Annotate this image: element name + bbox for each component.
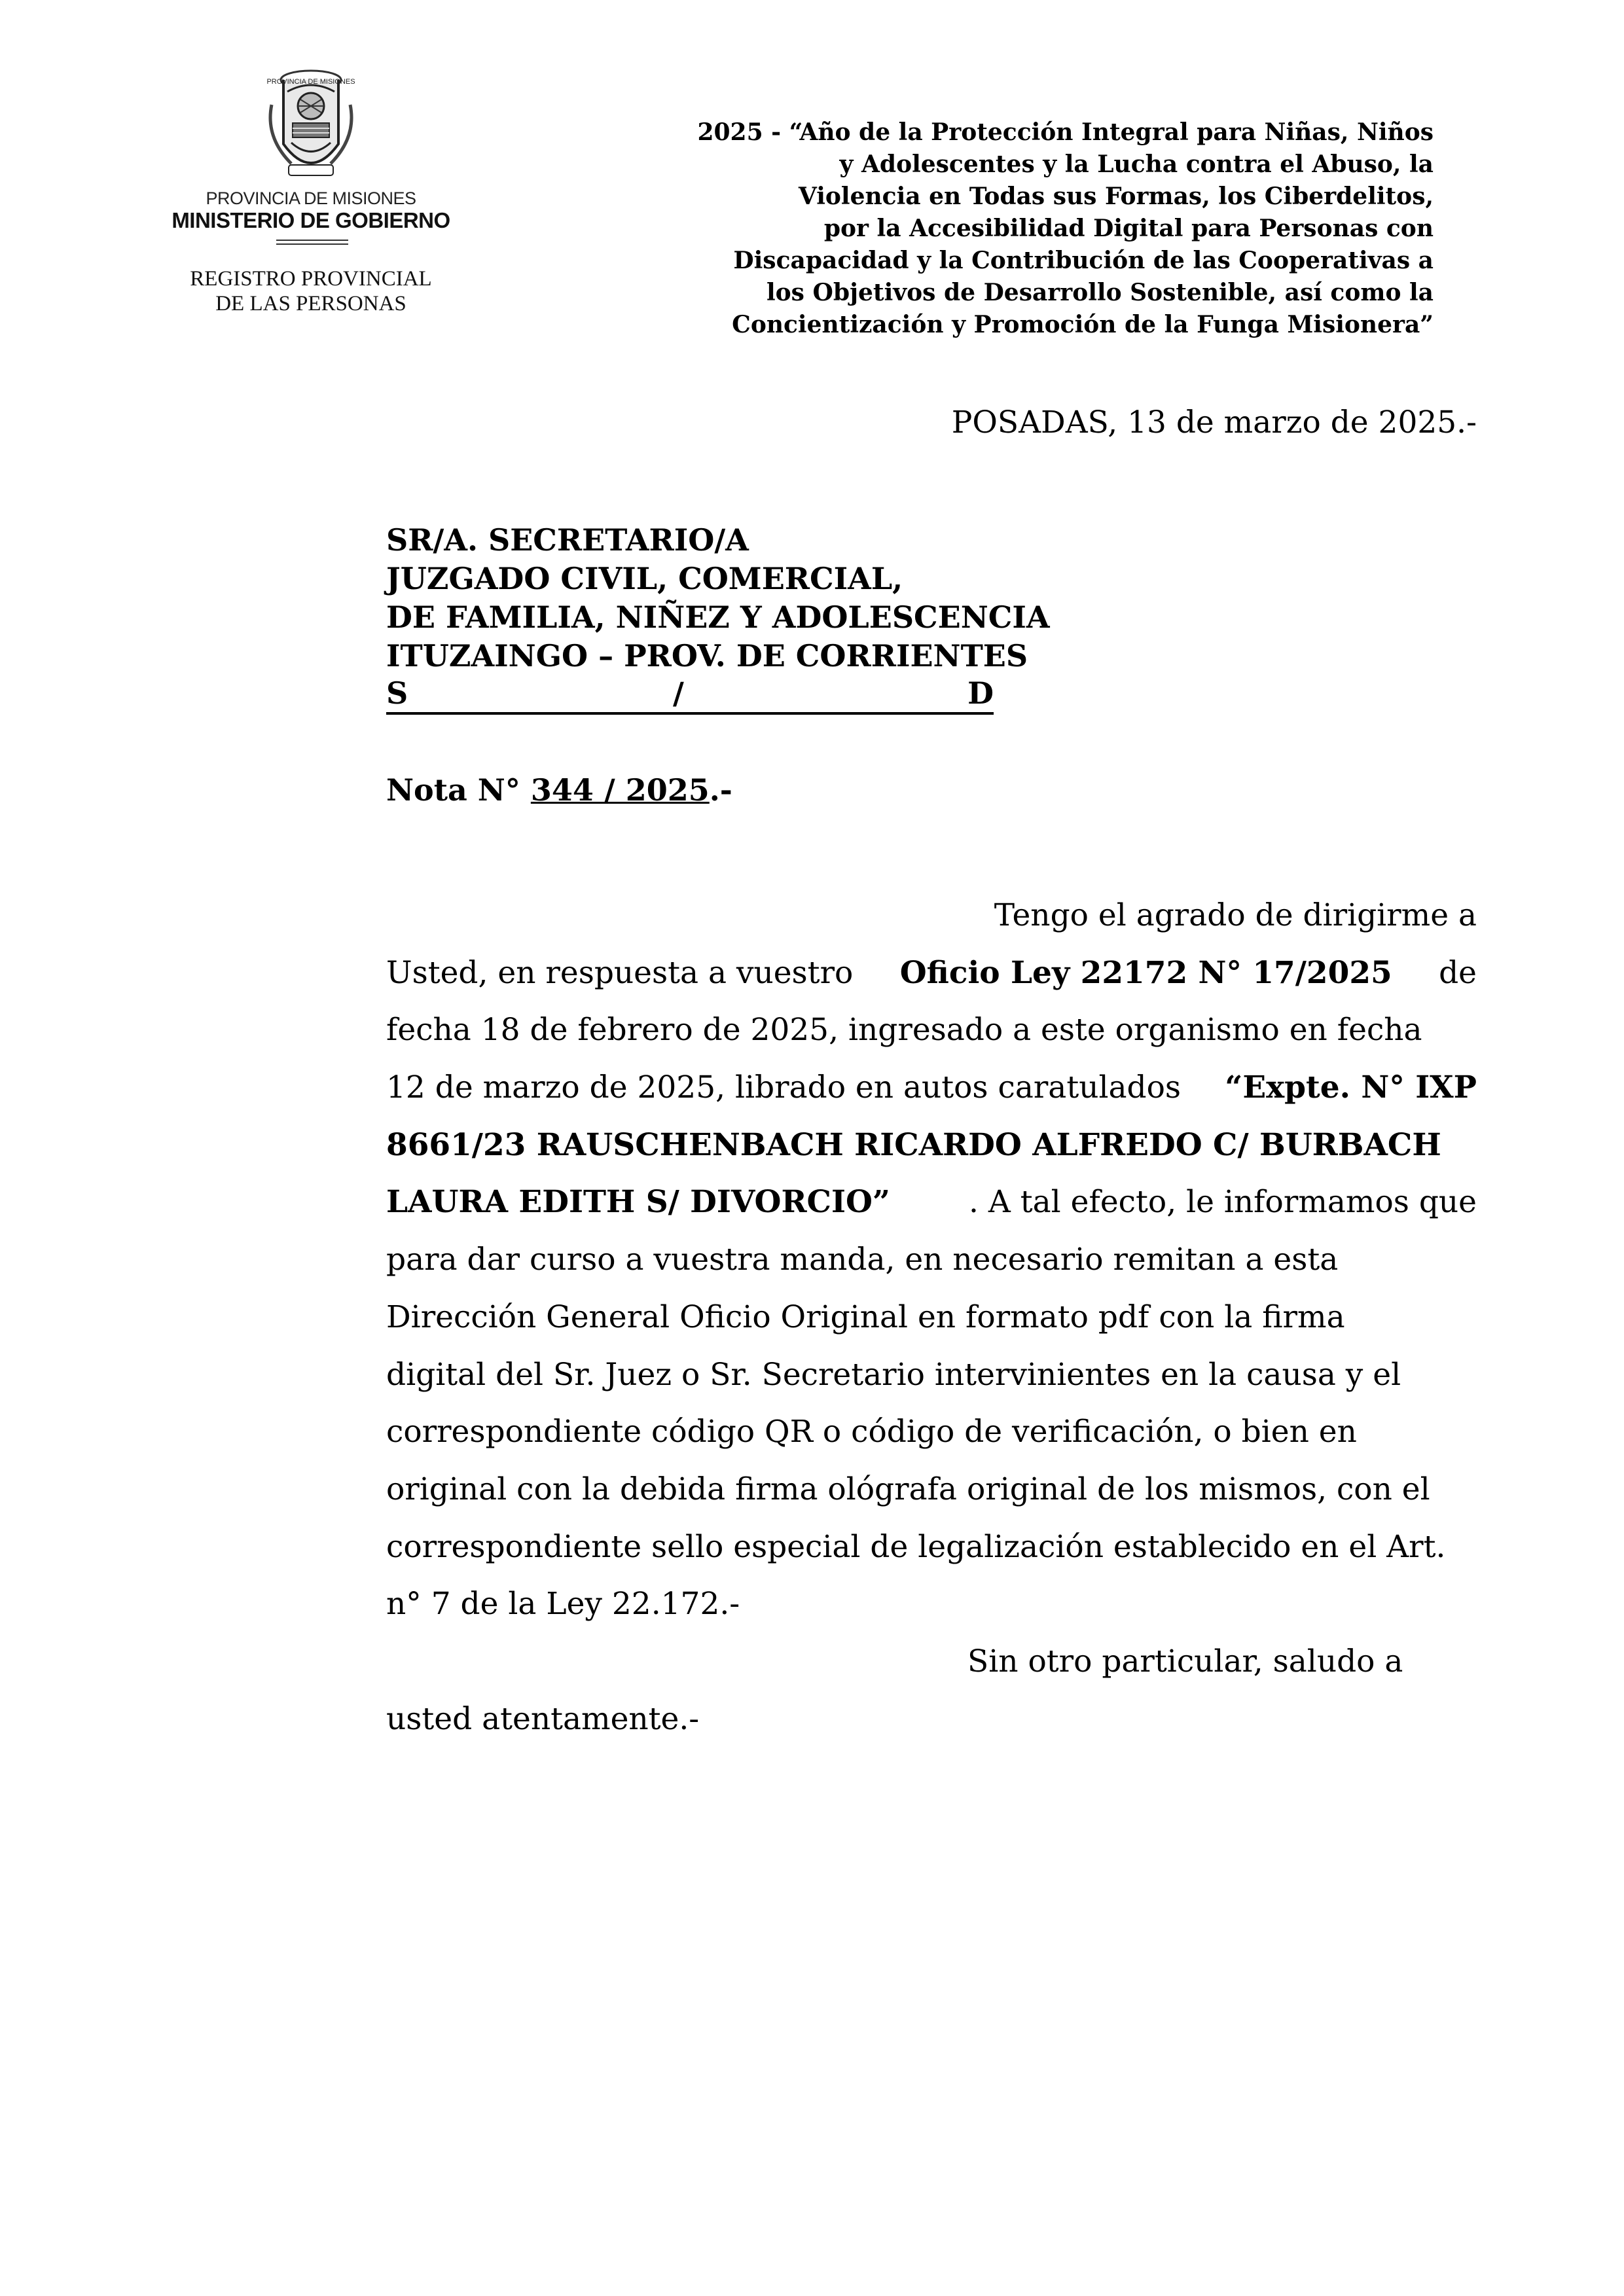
provincial-crest-logo bbox=[245, 65, 376, 183]
body-line bbox=[386, 1117, 1477, 1174]
body-text: correspondiente código QR o código de verificación, o bien en bbox=[386, 1414, 1357, 1450]
body-line bbox=[386, 887, 1477, 944]
body-line bbox=[386, 1346, 1477, 1404]
motto-line: los Objetivos de Desarrollo Sostenible, así como la bbox=[766, 279, 1434, 306]
addressee-block bbox=[386, 521, 1050, 675]
letter-date: POSADAS, 13 de marzo de 2025.- bbox=[951, 404, 1477, 440]
closing-line bbox=[386, 1633, 1477, 1691]
body-line bbox=[386, 1461, 1477, 1518]
case-title: “Expte. N° IXP bbox=[1225, 1069, 1477, 1106]
sd-s: S bbox=[386, 675, 408, 711]
body-text: . A tal efecto, le informamos que bbox=[969, 1184, 1477, 1221]
motto-line: 2025 - “Año de la Protección Integral para Niñas, Niños bbox=[697, 118, 1434, 146]
body-text: Usted, en respuesta a vuestro bbox=[386, 954, 854, 991]
note-suffix: .- bbox=[709, 772, 732, 808]
letter-body bbox=[386, 887, 1477, 1748]
addressee-line: ITUZAINGO – PROV. DE CORRIENTES bbox=[386, 638, 1028, 673]
body-line bbox=[386, 944, 1477, 1002]
body-text: Dirección General Oficio Original en formato pdf con la firma bbox=[386, 1299, 1345, 1335]
motto-line: por la Accesibilidad Digital para Personas con bbox=[823, 215, 1434, 242]
motto-line: Violencia en Todas sus Formas, los Ciberdelitos, bbox=[798, 183, 1434, 210]
closing-text: Sin otro particular, saludo a bbox=[967, 1643, 1403, 1679]
body-line bbox=[386, 1059, 1477, 1117]
addressee-line: DE FAMILIA, NIÑEZ Y ADOLESCENCIA bbox=[386, 600, 1050, 635]
note-number bbox=[386, 772, 732, 808]
oficio-reference: Oficio Ley 22172 N° 17/2025 bbox=[899, 954, 1392, 991]
addressee-line: SR/A. SECRETARIO/A bbox=[386, 522, 749, 558]
body-text: 12 de marzo de 2025, librado en autos caratulados bbox=[386, 1069, 1182, 1106]
note-label: Nota N° bbox=[386, 772, 520, 808]
body-text: digital del Sr. Juez o Sr. Secretario intervinientes en la causa y el bbox=[386, 1356, 1401, 1393]
registry-name-line-1: REGISTRO PROVINCIAL bbox=[190, 267, 432, 291]
body-text: Tengo el agrado de dirigirme a bbox=[994, 897, 1477, 933]
body-line bbox=[386, 1231, 1477, 1289]
body-text: original con la debida firma ológrafa original de los mismos, con el bbox=[386, 1471, 1430, 1507]
crest-label: PROVINCIA DE MISIONES bbox=[266, 78, 355, 86]
case-title: 8661/23 RAUSCHENBACH RICARDO ALFREDO C/ BURBACH bbox=[386, 1126, 1441, 1163]
registry-name-line-2: DE LAS PERSONAS bbox=[215, 292, 406, 315]
body-text: correspondiente sello especial de legalización establecido en el Art. bbox=[386, 1528, 1446, 1565]
body-line bbox=[386, 1289, 1477, 1346]
sd-d: D bbox=[967, 675, 994, 711]
case-title: LAURA EDITH S/ DIVORCIO” bbox=[386, 1184, 890, 1221]
province-name: PROVINCIA DE MISIONES bbox=[206, 188, 416, 208]
note-number-value: 344 / 2025 bbox=[530, 772, 710, 808]
ministry-name: MINISTERIO DE GOBIERNO bbox=[171, 208, 450, 232]
closing-line bbox=[386, 1691, 1477, 1748]
divider bbox=[276, 243, 348, 245]
motto-line: Concientización y Promoción de la Funga Misionera” bbox=[732, 311, 1434, 338]
body-line bbox=[386, 1001, 1477, 1059]
body-text: para dar curso a vuestra manda, en necesario remitan a esta bbox=[386, 1242, 1339, 1278]
body-line bbox=[386, 1174, 1477, 1231]
body-line bbox=[386, 1575, 1477, 1633]
body-text: n° 7 de la Ley 22.172.- bbox=[386, 1586, 740, 1623]
official-year-motto bbox=[589, 117, 1434, 341]
divider bbox=[276, 240, 348, 241]
closing-text: usted atentamente.- bbox=[386, 1700, 700, 1737]
sd-slash: / bbox=[673, 675, 684, 711]
su-despacho-line bbox=[386, 675, 994, 715]
body-line bbox=[386, 1518, 1477, 1576]
addressee-line: JUZGADO CIVIL, COMERCIAL, bbox=[386, 561, 903, 596]
body-text: de bbox=[1439, 954, 1477, 991]
motto-line: Discapacidad y la Contribución de las Cooperativas a bbox=[733, 247, 1434, 274]
body-line bbox=[386, 1403, 1477, 1461]
body-text: fecha 18 de febrero de 2025, ingresado a este organismo en fecha bbox=[386, 1012, 1422, 1049]
motto-line: y Adolescentes y la Lucha contra el Abuso, la bbox=[839, 151, 1434, 178]
